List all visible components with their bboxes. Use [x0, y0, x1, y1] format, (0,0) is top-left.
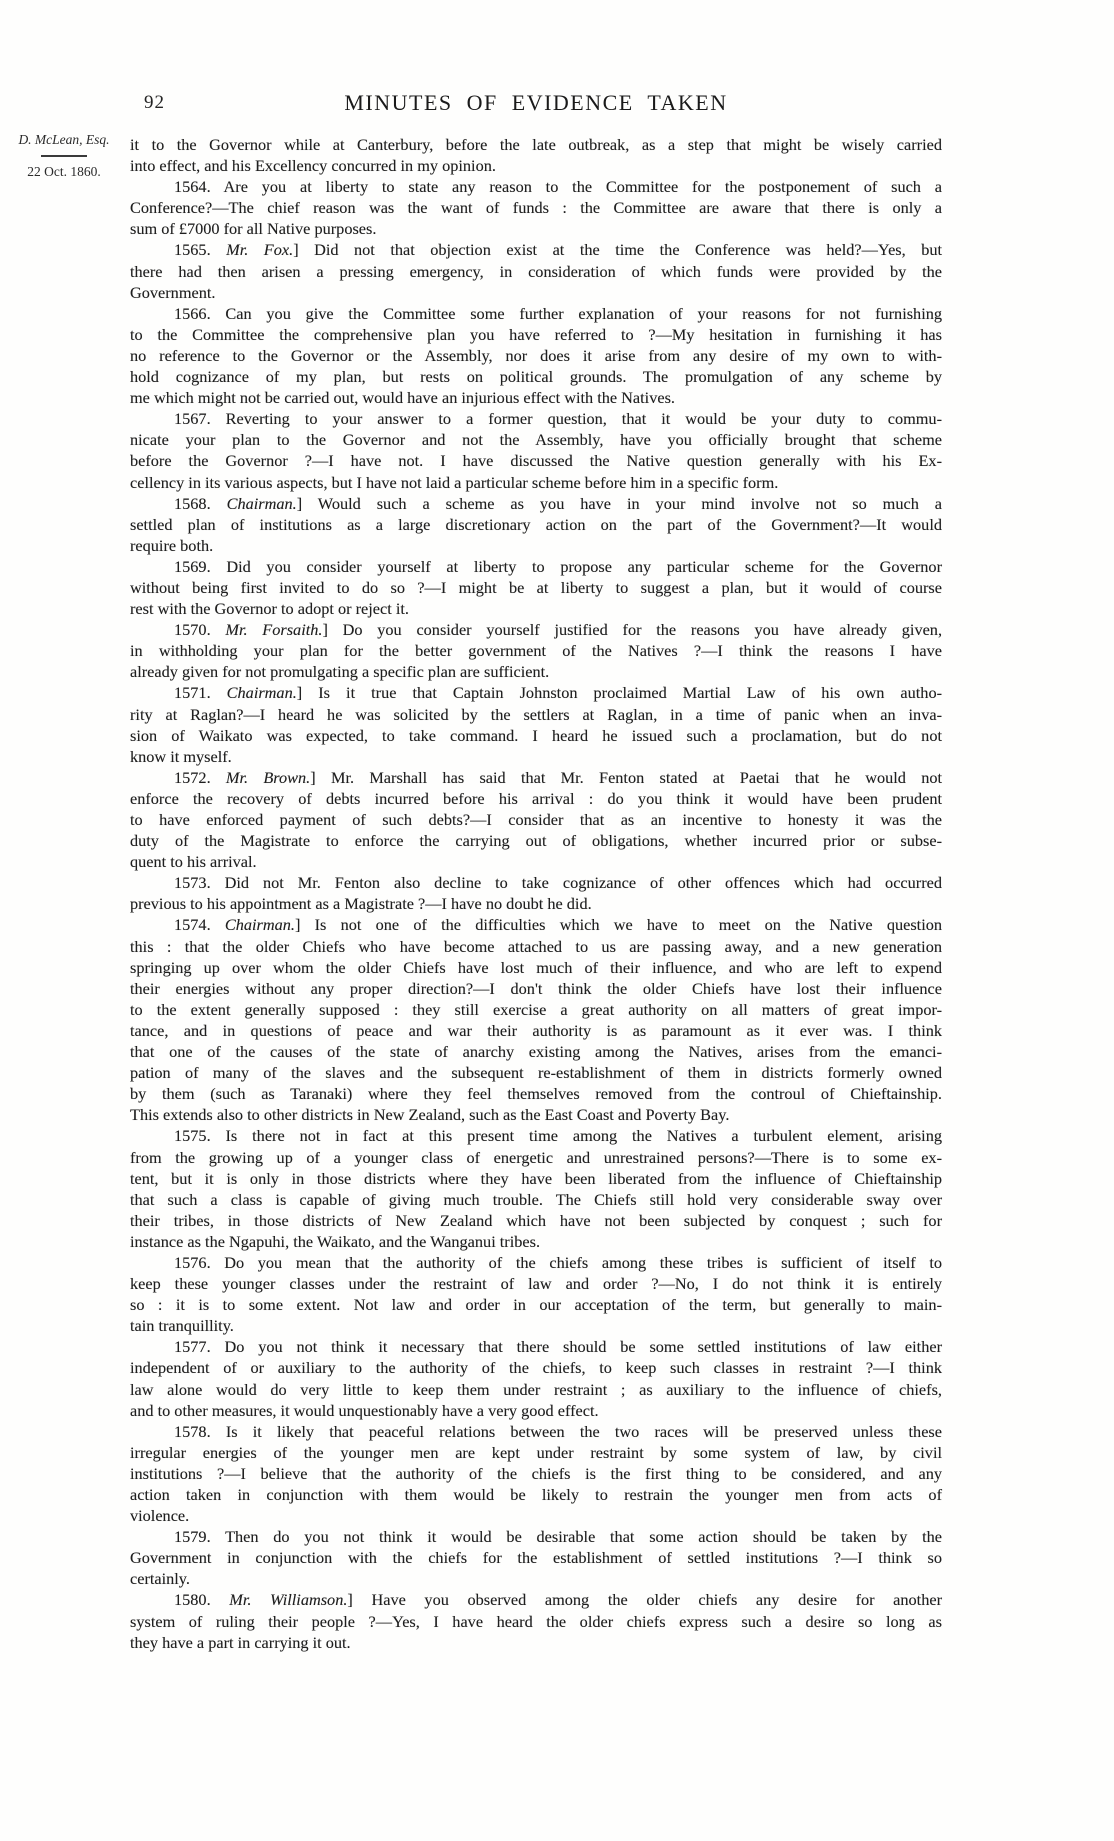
paragraph: [130, 872, 942, 914]
text-line: enforce the recovery of debts incurred before his arrival : do you think it would have been prudent: [130, 788, 942, 808]
text-line: into effect, and his Excellency concurred in my opinion.: [130, 156, 496, 176]
margin-note-rule: [41, 155, 87, 157]
witness-name: D. McLean, Esq.: [18, 132, 110, 147]
paragraph: [130, 303, 942, 408]
text-line: it to the Governor while at Canterbury, before the late outbreak, as a step that might be wisely carried: [130, 135, 942, 154]
text-line: me which might not be carried out, would have an injurious effect with the Natives.: [130, 388, 675, 408]
paragraph: [130, 767, 942, 872]
text-line: rest with the Governor to adopt or reject it.: [130, 599, 409, 619]
text-line: 1575. Is there not in fact at this present time among the Natives a turbulent element, arising: [174, 1126, 942, 1146]
paragraph: [130, 239, 942, 302]
text-line: already given for not promulgating a specific plan are sufficient.: [130, 662, 550, 682]
text-line: 1574. Chairman.] Is not one of the difficulties which we have to meet on the Native question: [174, 915, 943, 935]
text-line: 1576. Do you mean that the authority of the chiefs among these tribes is sufficient of itself to: [174, 1252, 942, 1272]
paragraph: [130, 619, 942, 682]
text-line: Conference?—The chief reason was the want of funds : the Committee are aware that there is only a: [130, 198, 942, 218]
text-line: 1566. Can you give the Committee some further explanation of your reasons for not furnishing: [174, 303, 942, 323]
text-line: 1564. Are you at liberty to state any reason to the Committee for the postponement of such a: [174, 177, 942, 197]
text-line: hold cognizance of my plan, but rests on political grounds. The promulgation of any scheme by: [130, 367, 942, 387]
paragraph: [130, 682, 942, 766]
paragraph: [130, 408, 942, 492]
text-line: that such a class is capable of giving much trouble. The Chiefs still hold very considerable sway over: [130, 1189, 942, 1209]
text-line: 1580. Mr. Williamson.] Have you observed among the older chiefs any desire for another: [174, 1590, 942, 1610]
text-line: 1565. Mr. Fox.] Did not that objection exist at the time the Conference was held?—Yes, but: [174, 240, 943, 260]
text-line: independent of or auxiliary to the authority of the chiefs, to keep such classes in restraint ?—I think: [130, 1358, 942, 1378]
text-line: system of ruling their people ?—Yes, I have heard the older chiefs express such a desire so long as: [130, 1611, 942, 1631]
text-line: institutions ?—I believe that the authority of the chiefs is the first thing to be considered, and any: [130, 1463, 942, 1483]
text-line: Government in conjunction with the chiefs for the establishment of settled institutions ?—I think so: [130, 1548, 942, 1568]
text-line: This extends also to other districts in New Zealand, such as the East Coast and Poverty Bay.: [130, 1105, 730, 1125]
margin-note: [8, 132, 120, 181]
page-title: MINUTES OF EVIDENCE TAKEN: [344, 90, 728, 115]
text-line: 1573. Did not Mr. Fenton also decline to take cognizance of other offences which had occurred: [174, 873, 942, 893]
paragraph: [130, 1526, 942, 1589]
text-line: Government.: [130, 282, 216, 302]
text-line: 1568. Chairman.] Would such a scheme as you have in your mind involve not so much a: [174, 493, 943, 513]
text-line: violence.: [130, 1506, 190, 1526]
paragraph: [130, 914, 942, 1125]
text-line: certainly.: [130, 1569, 190, 1589]
text-line: 1579. Then do you not think it would be desirable that some action should be taken by the: [174, 1527, 942, 1547]
paragraph: [130, 1252, 942, 1336]
text-line: cellency in its various aspects, but I have not laid a particular scheme before him in a specific form.: [130, 472, 779, 492]
text-line: and to other measures, it would unquestionably have a very good effect.: [130, 1400, 599, 1420]
text-line: nicate your plan to the Governor and not the Assembly, have you officially brought that scheme: [130, 430, 942, 450]
text-line: know it myself.: [130, 746, 232, 766]
text-line: so : it is to some extent. Not law and order in our acceptation of the term, but generally to main-: [130, 1295, 942, 1315]
text-line: rity at Raglan?—I heard he was solicited by the settlers at Raglan, in a time of panic when an inva-: [130, 704, 942, 724]
paragraph: [130, 1336, 942, 1420]
text-line: action taken in conjunction with them would be likely to restrain the younger men from acts of: [130, 1485, 942, 1504]
paragraph: [130, 134, 942, 176]
evidence-body: [130, 134, 942, 1653]
text-line: settled plan of institutions as a large discretionary action on the part of the Government?—It would: [130, 514, 942, 534]
text-line: quent to his arrival.: [130, 852, 257, 872]
text-line: they have a part in carrying it out.: [130, 1632, 351, 1652]
text-line: 1572. Mr. Brown.] Mr. Marshall has said that Mr. Fenton stated at Paetai that he would not: [174, 767, 943, 787]
paragraph: [130, 1125, 942, 1252]
paragraph: [130, 1421, 942, 1526]
text-line: 1578. Is it likely that peaceful relations between the two races will be preserved unless these: [174, 1421, 942, 1441]
text-line: sum of £7000 for all Native purposes.: [130, 219, 377, 239]
text-line: duty of the Magistrate to enforce the carrying out of obligations, whether incurred prior or subse-: [130, 831, 942, 851]
text-line: law alone would do very little to keep them under restraint ; as auxiliary to the influence of chiefs,: [130, 1379, 942, 1399]
text-line: from the growing up of a younger class of energetic and unrestrained persons?—There is to some ex-: [130, 1147, 942, 1167]
paragraph: [130, 493, 942, 556]
text-line: tain tranquillity.: [130, 1316, 234, 1336]
page-header: [130, 90, 942, 120]
paragraph: [130, 1589, 942, 1652]
text-line: to the Committee the comprehensive plan you have referred to ?—My hesitation in furnishing it has: [130, 324, 942, 344]
text-line: to the extent generally supposed : they still exercise a great authority on all matters of great impor-: [130, 999, 942, 1019]
page-number: 92: [144, 92, 165, 113]
text-line: tance, and in questions of peace and war their authority is as paramount as it ever was. I think: [130, 1020, 942, 1040]
text-line: 1577. Do you not think it necessary that there should be some settled institutions of law either: [174, 1337, 942, 1357]
text-line: keep these younger classes under the restraint of law and order ?—No, I do not think it is entirely: [130, 1274, 942, 1294]
text-line: their energies without any proper direction?—I don't think the older Chiefs have lost their influence: [130, 978, 942, 998]
text-line: 1571. Chairman.] Is it true that Captain Johnston proclaimed Martial Law of his own autho-: [174, 683, 943, 703]
text-line: no reference to the Governor or the Assembly, nor does it arise from any desire of my own to with-: [130, 345, 942, 365]
text-line: irregular energies of the younger men are kept under restraint by some system of law, by civil: [130, 1442, 942, 1462]
text-line: pation of many of the slaves and the subsequent re-establishment of them in districts formerly owned: [130, 1063, 942, 1083]
text-line: require both.: [130, 535, 214, 555]
text-line: in withholding your plan for the better government of the Natives ?—I think the reasons I have: [130, 641, 942, 661]
text-line: this : that the older Chiefs who have become attached to us are passing away, and a new generation: [130, 936, 942, 956]
text-line: springing up over whom the older Chiefs have lost much of their influence, and who are left to expend: [130, 957, 942, 977]
text-line: without being first invited to do so ?—I might be at liberty to suggest a plan, but it would of course: [130, 577, 942, 597]
text-line: by them (such as Taranaki) where they feel themselves removed from the controul of Chieftainship.: [130, 1084, 942, 1104]
text-line: 1569. Did you consider yourself at liberty to propose any particular scheme for the Governor: [174, 556, 942, 576]
text-line: 1570. Mr. Forsaith.] Do you consider yourself justified for the reasons you have already given,: [174, 620, 943, 640]
sitting-date: 22 Oct. 1860.: [27, 163, 101, 179]
text-line: before the Governor ?—I have not. I have discussed the Native question generally with his Ex-: [130, 451, 942, 471]
text-line: 1567. Reverting to your answer to a former question, that it would be your duty to commu-: [174, 409, 942, 429]
text-line: to have enforced payment of such debts?—I consider that as an incentive to honesty it was the: [130, 810, 942, 829]
text-line: that one of the causes of the state of anarchy existing among the Natives, arises from the emanci-: [130, 1042, 942, 1062]
text-line: previous to his appointment as a Magistrate ?—I have no doubt he did.: [130, 894, 592, 914]
paragraph: [130, 176, 942, 239]
text-line: there had then arisen a pressing emergency, in consideration of which funds were provided by the: [130, 261, 942, 281]
text-line: tent, but it is only in those districts where they have been liberated from the influence of Chieftainship: [130, 1168, 942, 1188]
paragraph: [130, 556, 942, 619]
text-line: their tribes, in those districts of New Zealand which have not been subjected by conquest ; such for: [130, 1210, 942, 1230]
text-line: instance as the Ngapuhi, the Waikato, and the Wanganui tribes.: [130, 1231, 541, 1251]
text-line: sion of Waikato was expected, to take command. I heard he issued such a proclamation, but do not: [130, 725, 942, 745]
